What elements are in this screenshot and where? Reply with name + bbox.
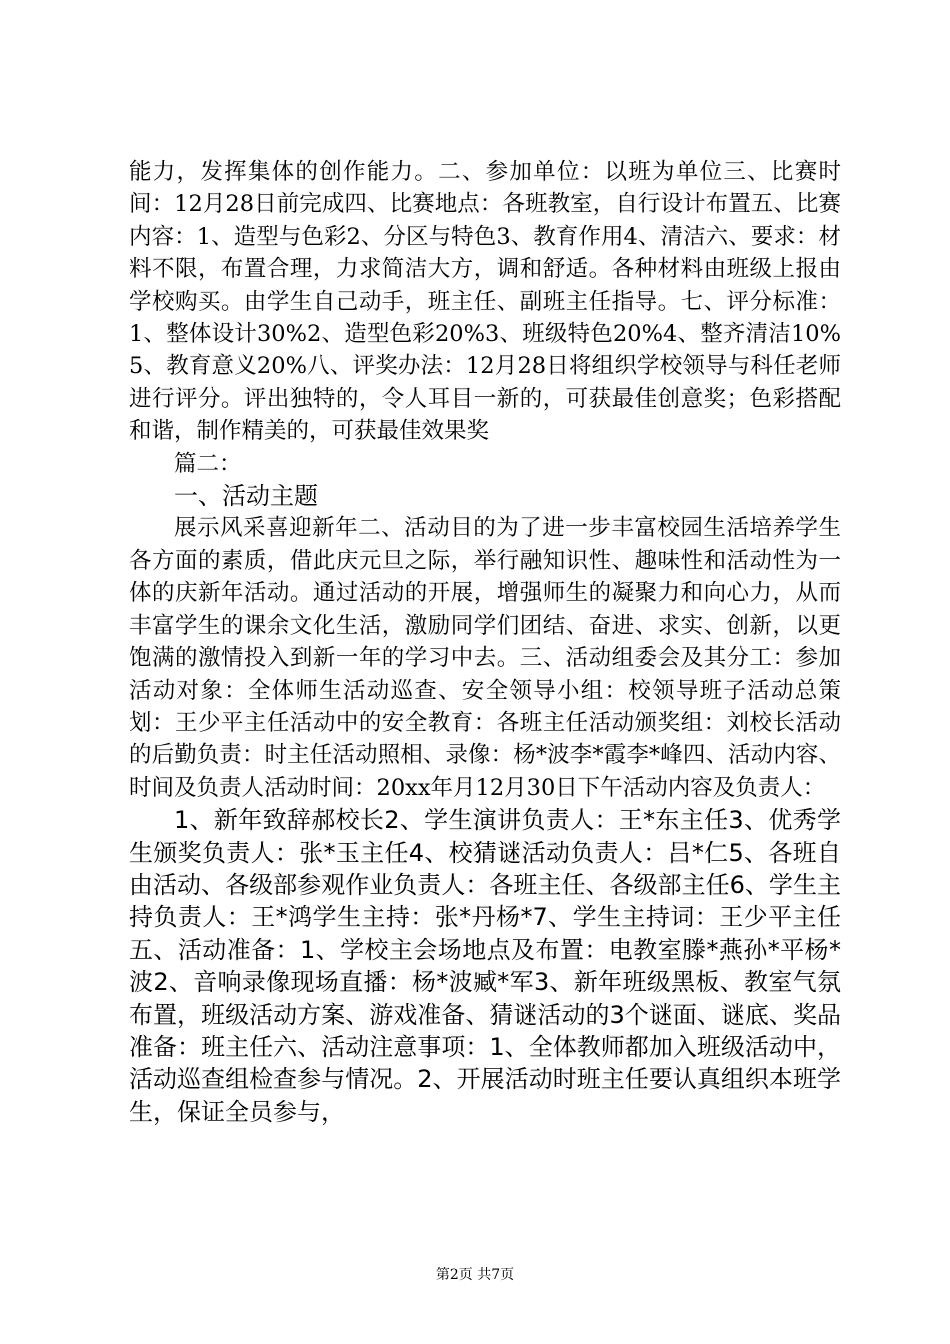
paragraph-theme: 展示风采喜迎新年二、活动目的为了进一步丰富校园生活培养学生各方面的素质，借此庆元旦之际，举行融知识性、趣味性和活动性为一体的庆新年活动。通过活动的开展，增强师生的凝聚力和向心力，从而丰富学生的课余文化生活，激励同学们团结、奋进、求实、创新，以更饱满的激情投入到新一年的学习中去。三、活动组委会及其分工：参加活动对象：全体师生活动巡查、安全领导小组：校领导班子活动总策划：王少平主任活动中的安全教育：各班主任活动颁奖组：刘校长活动的后勤负责：时主任活动照相、录像：杨*波李*霞李*峰四、活动内容、时间及负责人活动时间：20xx年月12月30日下午活动内容及负责人： [129, 515, 841, 801]
page-number: 第2页 共7页 [435, 1267, 515, 1283]
paragraph-activity-content: 1、新年致辞郝校长2、学生演讲负责人：王*东主任3、优秀学生颁奖负责人：张*玉主任4、校猜谜活动负责人：吕*仁5、各班自由活动、各级部参观作业负责人：各班主任、各级部主任6、学生主持负责人：王*鸿学生主持：张*丹杨*7、学生主持词：王少平主任五、活动准备：1、学校主会场地点及布置：电教室滕*燕孙*平杨*波2、音响录像现场直播：杨*波臧*军3、新年班级黑板、教室气氛布置，班级活动方案、游戏准备、猜谜活动的3个谜面、谜底、奖品准备：班主任六、活动注意事项：1、全体教师都加入班级活动中，活动巡查组检查参与情况。2、开展活动时班主任要认真组织本班学生，保证全员参与， [129, 806, 841, 1126]
paragraph-continuation: 能力，发挥集体的创作能力。二、参加单位：以班为单位三、比赛时间：12月28日前完成四、比赛地点：各班教室，自行设计布置五、比赛内容：1、造型与色彩2、分区与特色3、教育作用4、清洁六、要求：材料不限，布置合理，力求简洁大方，调和舒适。各种材料由班级上报由学校购买。由学生自己动手，班主任、副班主任指导。七、评分标准：1、整体设计30%2、造型色彩20%3、班级特色20%4、整齐清洁10%5、教育意义20%八、评奖办法：12月28日将组织学校领导与科任老师进行评分。评出独特的，令人耳目一新的，可获最佳创意奖；色彩搭配和谐，制作精美的，可获最佳效果奖 [129, 159, 841, 445]
heading-activity-theme: 一、活动主题 [174, 482, 318, 511]
document-body [129, 156, 841, 1128]
page-footer [0, 1264, 950, 1284]
section-label: 篇二： [174, 450, 242, 477]
